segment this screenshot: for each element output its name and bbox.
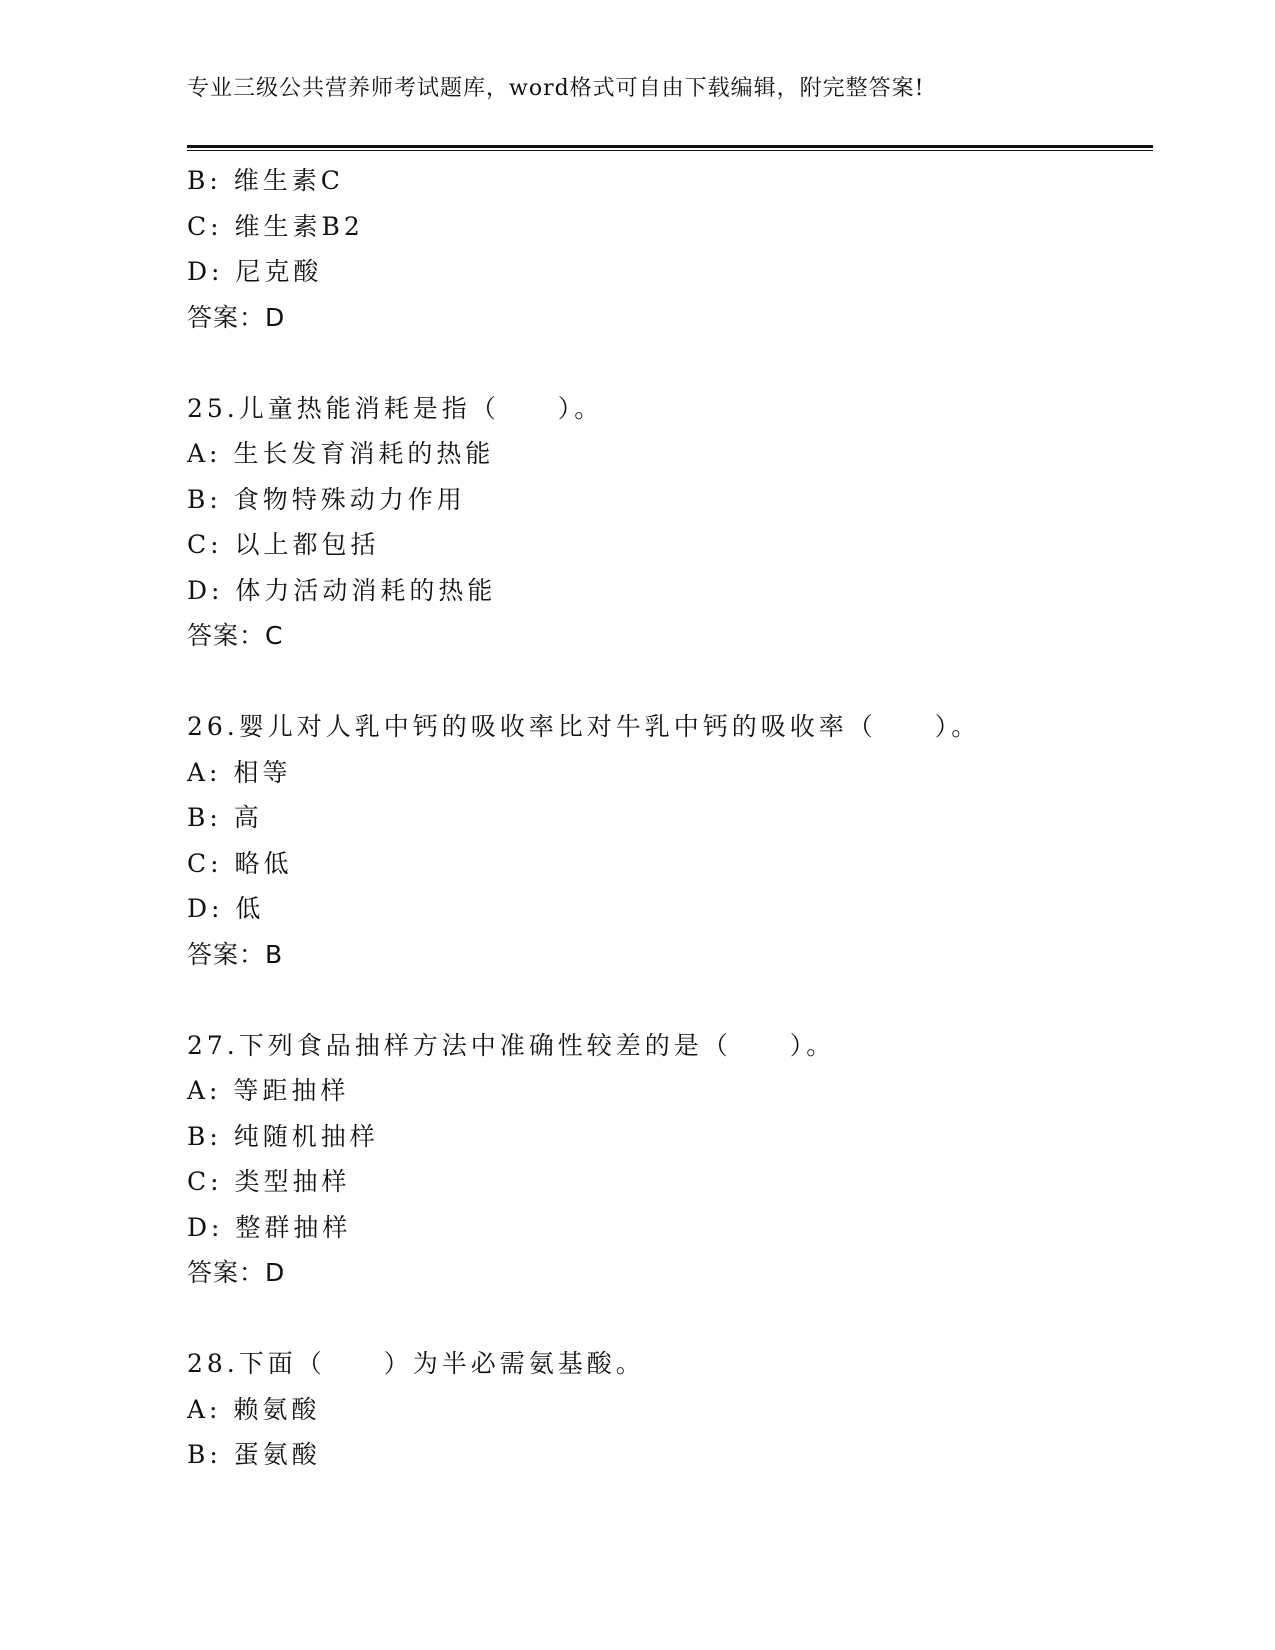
option-d: D: 尼克酸 <box>187 257 323 286</box>
question-stem: 28.下面（ ）为半必需氨基酸。 <box>187 1349 645 1378</box>
answer-line: 答案：B <box>187 939 284 969</box>
spacer <box>187 340 1153 386</box>
spacer <box>187 1296 1153 1342</box>
question-stem: 26.婴儿对人乳中钙的吸收率比对牛乳中钙的吸收率（ ）。 <box>187 712 981 741</box>
header-rule-thin <box>187 150 1153 151</box>
option-d: D: 低 <box>187 894 265 923</box>
option-c: C: 略低 <box>187 848 293 878</box>
option-a: A: 赖氨酸 <box>187 1394 321 1424</box>
spacer <box>187 977 1153 1023</box>
option-b: B: 纯随机抽样 <box>187 1121 379 1151</box>
question-list <box>187 158 1153 1478</box>
option-a: A: 等距抽样 <box>187 1076 350 1105</box>
option-b: B: 维生素C <box>187 166 344 195</box>
spacer <box>187 659 1153 705</box>
option-b: B: 食物特殊动力作用 <box>187 484 466 514</box>
answer-line: 答案：D <box>187 1258 286 1287</box>
option-a: A: 生长发育消耗的热能 <box>187 439 495 468</box>
option-b: B: 蛋氨酸 <box>187 1440 321 1469</box>
option-c: C: 维生素B2 <box>187 211 364 241</box>
option-b: B: 高 <box>187 803 263 832</box>
answer-line: 答案：D <box>187 302 286 332</box>
option-c: C: 以上都包括 <box>187 530 380 559</box>
header-rule-thick <box>187 145 1153 148</box>
question-stem: 27.下列食品抽样方法中准确性较差的是（ ）。 <box>187 1030 836 1060</box>
option-c: C: 类型抽样 <box>187 1167 351 1196</box>
option-a: A: 相等 <box>187 757 292 787</box>
option-d: D: 体力活动消耗的热能 <box>187 575 497 605</box>
question-stem: 25.儿童热能消耗是指（ ）。 <box>187 393 604 423</box>
page-header: 专业三级公共营养师考试题库，word格式可自由下载编辑，附完整答案! <box>187 76 925 101</box>
answer-line: 答案：C <box>187 621 284 650</box>
option-d: D: 整群抽样 <box>187 1212 352 1242</box>
